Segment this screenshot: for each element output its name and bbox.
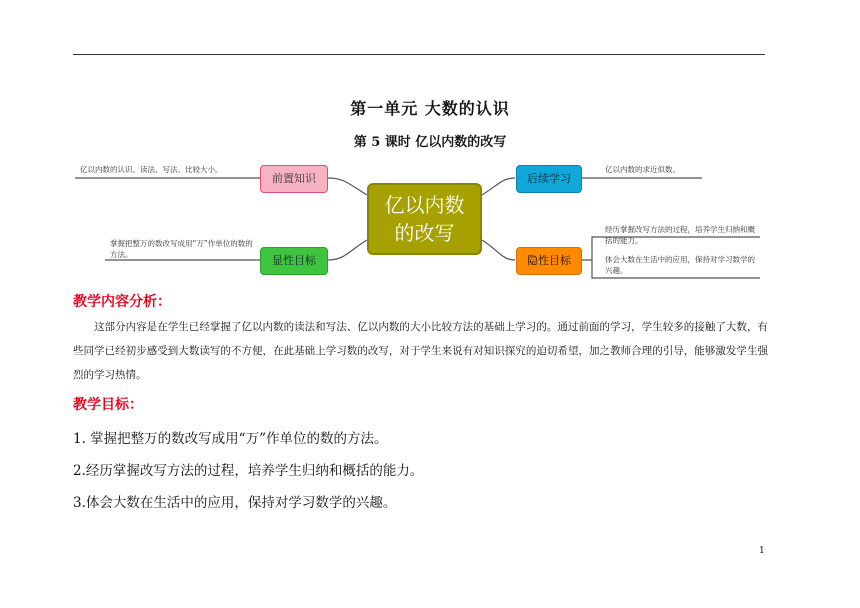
implicit-goal-node: 隐性目标 (516, 247, 582, 275)
implicit-goal-note-1: 经历掌握改写方法的过程，培养学生归纳和概括的能力。 (605, 225, 755, 245)
page-number: 1 (759, 546, 765, 556)
unit-title: 第一单元 大数的认识 (350, 99, 510, 118)
goals-heading: 教学目标： (73, 397, 143, 413)
goal-item-3: 3.体会大数在生活中的应用，保持对学习数学的兴趣。 (73, 495, 397, 511)
mind-map (70, 150, 770, 285)
goal-item-1: 1. 掌握把整万的数改写成用“万”作单位的数的方法。 (73, 431, 388, 447)
header-rule (73, 54, 765, 55)
prior-knowledge-note: 亿以内数的认识、读法、写法、比较大小。 (80, 165, 223, 174)
analysis-heading: 教学内容分析： (73, 294, 171, 310)
follow-up-note: 亿以内数的求近似数。 (605, 165, 680, 174)
explicit-goal-node: 显性目标 (260, 247, 328, 275)
prior-knowledge-node: 前置知识 (260, 165, 328, 193)
mind-map-center: 亿以内数的改写 (367, 183, 482, 255)
goal-item-2: 2.经历掌握改写方法的过程，培养学生归纳和概括的能力。 (73, 463, 424, 479)
follow-up-node: 后续学习 (516, 165, 582, 193)
lesson-title: 第 5 课时 亿以内数的改写 (353, 135, 507, 150)
implicit-goal-note-2: 体会大数在生活中的应用，保持对学习数学的兴趣。 (605, 255, 755, 275)
analysis-paragraph: 这部分内容是在学生已经掌握了亿以内数的读法和写法、亿以内数的大小比较方法的基础上学习的。通过前面的学习，学生较多的接触了大数，有些同学已经初步感受到大数读写的不方便，在此基础上学习数的改写，对于学生来说有对知识探究的迫切希望，加之教师合理的引导，能够激发学生强烈的学习热情。 (73, 321, 768, 381)
explicit-goal-note: 掌握把整万的数改写成用“万”作单位的数的方法。 (110, 239, 253, 259)
